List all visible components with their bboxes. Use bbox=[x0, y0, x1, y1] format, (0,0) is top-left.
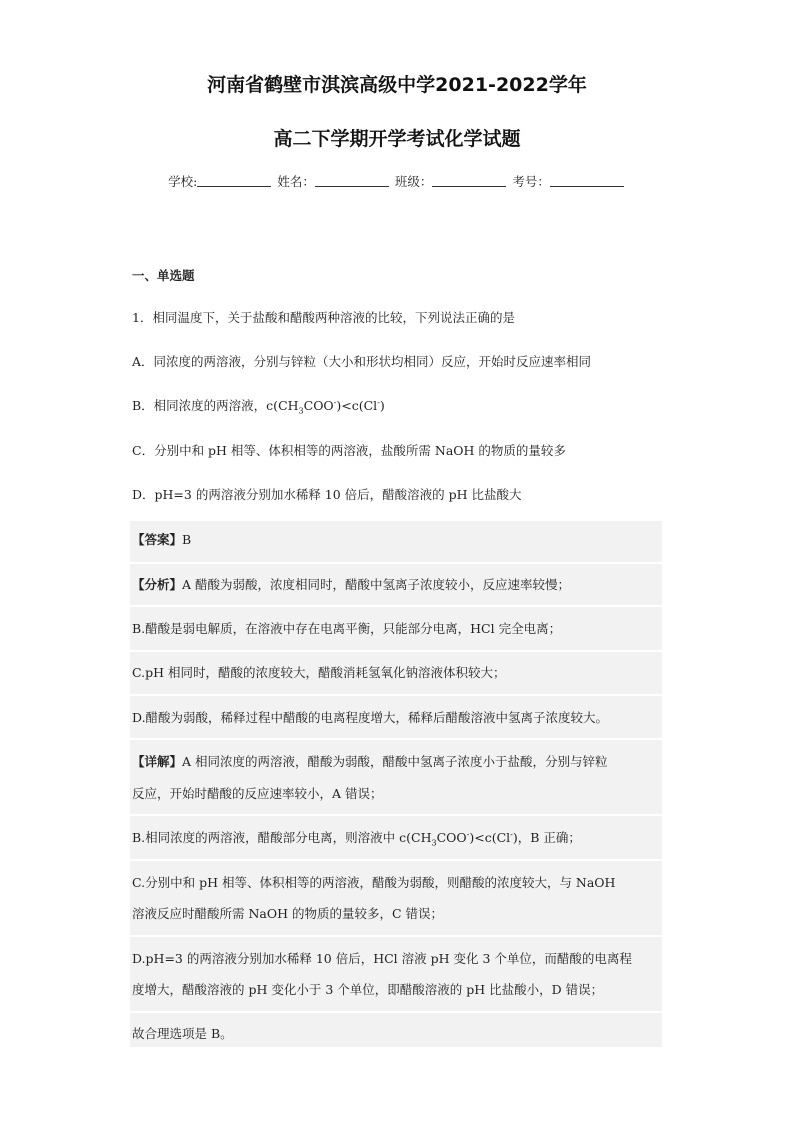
detail-c-line1: C.分别中和 pH 相等、体积相等的两溶液，醋酸为弱酸，则醋酸的浓度较大，与 NaOH bbox=[132, 875, 616, 890]
class-label: 班级： bbox=[394, 174, 433, 189]
solution-divider bbox=[130, 814, 662, 816]
solution-divider bbox=[130, 1011, 662, 1013]
detail-d-line1: D.pH=3 的两溶液分别加水稀释 10 倍后，HCl 溶液 pH 变化 3 个单位，而醋酸的电离程 bbox=[132, 951, 632, 966]
name-label: 姓名： bbox=[277, 174, 315, 189]
exam-number-blank[interactable] bbox=[550, 174, 624, 187]
option-c: C．分别中和 pH 相等、体积相等的两溶液，盐酸所需 NaOH 的物质的量较多 bbox=[132, 443, 566, 458]
option-b: B．相同浓度的两溶液，$c(CH_3COO^-)<c(Cl^-)$ bbox=[132, 397, 385, 416]
detail-tag: 【详解】 bbox=[132, 754, 183, 769]
solution-divider bbox=[130, 694, 662, 696]
answer-value: B bbox=[182, 532, 192, 547]
exam-number-label: 考号： bbox=[512, 174, 550, 189]
conclusion: 故合理选项是 B。 bbox=[132, 1026, 233, 1041]
answer-tag: 【答案】 bbox=[132, 532, 183, 547]
detail-a-line1: 【详解】A 相同浓度的两溶液，醋酸为弱酸，醋酸中氢离子浓度小于盐酸，分别与锌粒 bbox=[132, 754, 608, 769]
answer-line bbox=[132, 530, 191, 548]
solution-divider bbox=[130, 935, 662, 937]
school-label: 学校: bbox=[168, 174, 198, 189]
option-d: D．pH=3 的两溶液分别加水稀释 10 倍后，醋酸溶液的 pH 比盐酸大 bbox=[132, 487, 522, 502]
exam-title-line2: 高二下学期开学考试化学试题 bbox=[273, 128, 521, 150]
detail-a-line2: 反应，开始时醋酸的反应速率较小，A 错误； bbox=[132, 786, 383, 801]
detail-c-line2: 溶液反应时醋酸所需 NaOH 的物质的量较多，C 错误； bbox=[132, 906, 444, 921]
solution-divider bbox=[130, 650, 662, 652]
solution-divider bbox=[130, 738, 662, 740]
detail-d-line2: 度增大，醋酸溶液的 pH 变化小于 3 个单位，即醋酸溶液的 pH 比盐酸小，D 错误； bbox=[132, 982, 604, 997]
solution-divider bbox=[130, 562, 662, 564]
solution-divider bbox=[130, 605, 662, 607]
section-title: 一、单选题 bbox=[132, 268, 195, 283]
name-blank[interactable] bbox=[315, 174, 389, 187]
analysis-a: 【分析】A 醋酸为弱酸，浓度相同时，醋酸中氢离子浓度较小，反应速率较慢； bbox=[132, 577, 571, 592]
question-stem: 1．相同温度下，关于盐酸和醋酸两种溶液的比较，下列说法正确的是 bbox=[132, 310, 515, 325]
analysis-c: C.pH 相同时，醋酸的浓度较大，醋酸消耗氢氧化钠溶液体积较大； bbox=[132, 665, 506, 680]
student-info-row bbox=[0, 172, 794, 190]
class-blank[interactable] bbox=[432, 174, 506, 187]
exam-title-line1: 河南省鹤壁市淇滨高级中学2021-2022学年 bbox=[207, 74, 587, 96]
solution-divider bbox=[130, 859, 662, 861]
analysis-d: D.醋酸为弱酸，稀释过程中醋酸的电离程度增大，稀释后醋酸溶液中氢离子浓度较大。 bbox=[132, 710, 609, 725]
option-a: A．同浓度的两溶液，分别与锌粒（大小和形状均相同）反应，开始时反应速率相同 bbox=[132, 354, 592, 369]
school-blank[interactable] bbox=[197, 174, 271, 187]
detail-b: B.相同浓度的两溶液，醋酸部分电离，则溶液中 $c(CH_3COO^-)<c(Cl^-)$，B 正确； bbox=[132, 829, 581, 848]
analysis-tag: 【分析】 bbox=[132, 577, 183, 592]
analysis-b: B.醋酸是弱电解质，在溶液中存在电离平衡，只能部分电离，HCl 完全电离； bbox=[132, 621, 562, 636]
